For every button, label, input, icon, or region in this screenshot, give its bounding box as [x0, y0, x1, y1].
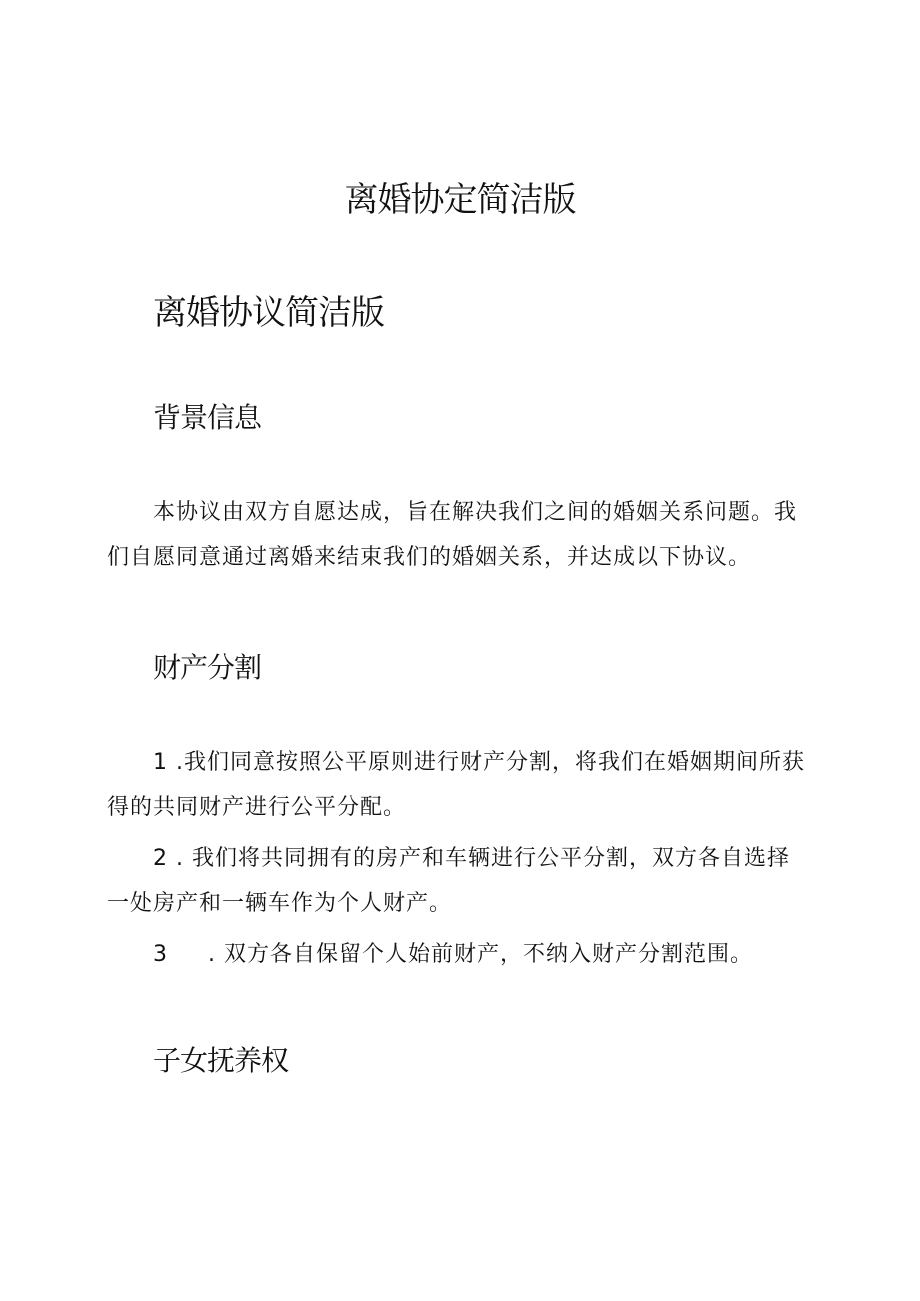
document-title: 离婚协定简洁版 [344, 180, 576, 220]
list-number: 1 [153, 750, 168, 775]
property-item-3 [107, 932, 807, 977]
list-number: 2 [153, 846, 168, 871]
property-heading: 财产分割 [153, 651, 262, 684]
list-number: 3 [153, 942, 168, 967]
list-text: .我们同意按照公平原则进行财产分割，将我们在婚姻期间所获得的共同财产进行公平分配。 [107, 750, 805, 820]
property-item-2 [107, 836, 807, 926]
agreement-heading: 离婚协议简洁版 [153, 293, 384, 333]
background-paragraph: 本协议由双方自愿达成，旨在解决我们之间的婚姻关系问题。我们自愿同意通过离婚来结束我们的婚姻关系，并达成以下协议。 [107, 500, 798, 570]
custody-heading: 子女抚养权 [153, 1044, 289, 1077]
list-text: . 我们将共同拥有的房产和车辆进行公平分割，双方各自选择一处房产和一辆车作为个人财产。 [107, 846, 790, 916]
property-item-1 [107, 740, 807, 830]
background-heading: 背景信息 [153, 401, 262, 434]
list-text: . 双方各自保留个人始前财产，不纳入财产分割范围。 [208, 942, 753, 967]
